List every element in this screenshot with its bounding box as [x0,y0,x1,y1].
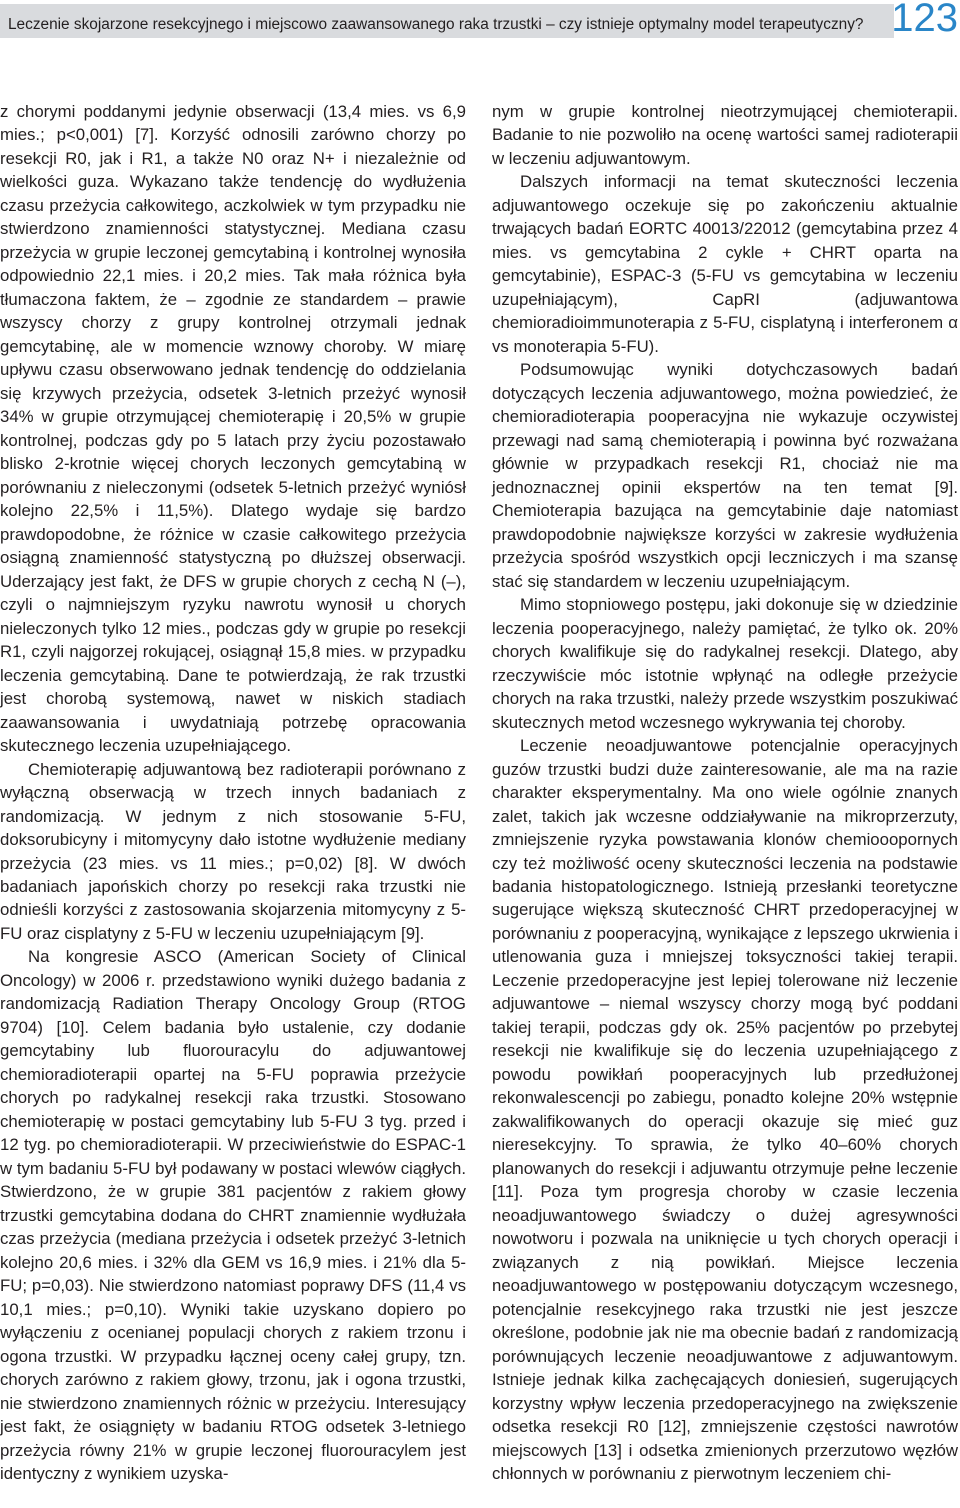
paragraph: Chemioterapię adjuwantową bez radioterapii porównano z wyłączną obserwacją w trzech innych badaniach z randomizacją. W jednym z nich stosowanie 5-FU, doksorubicyny i mitomycyny dało istotne wydłużenie mediany przeżycia (23 mies. vs 11 mies.; p=0,02) [8]. W dwóch badaniach japońskich chorzy po resekcji raka trzustki nie odnieśli korzyści z zastosowania skojarzenia mitomycyny z 5-FU oraz cisplatyny z 5-FU w leczeniu uzupełniającym [9]. [0,759,466,943]
running-header [0,0,960,40]
paragraph: Dalszych informacji na temat skuteczności leczenia adjuwantowego oczekuje się po zakończeniu aktualnie trwających badań EORTC 40013/22012 (gemcytabina przez 4 mies. vs gemcytabina 2 cykle + CHRT oparta na gemcytabinie), ESPAC-3 (5-FU vs gemcytabina w leczeniu uzupełniającym), CapRI (adjuwantowa chemioradioimmunoterapia z 5-FU, cisplatyną i interferonem α vs monoterapia 5-FU). [492,172,958,356]
paragraph: Leczenie neoadjuwantowe potencjalnie operacyjnych guzów trzustki budzi duże zainteresowanie, ale ma na razie charakter eksperymentalny. Ma ono wiele ogólnie znanych zalet, takich jak wczesne oddziaływanie na mikroprzerzuty, zmniejszenie ryzyka powstawania klonów chemiooopornych czy też możliwość oceny skuteczności leczenia na podstawie badania histopatologicznego. Istnieją przesłanki teoretyczne sugerujące większą skuteczność CHRT przedoperacyjnej w porównaniu z pooperacyjną, wynikające z lepszego ukrwienia i utlenowania guza i mniejszej toksyczności takiej terapii. Leczenie przedoperacyjne jest lepiej tolerowane niż leczenie adjuwantowe – niemal wszyscy chorzy mogą być poddani takiej terapii, podczas gdy ok. 25% pacjentów po przebytej resekcji nie kwalifikuje się do leczenia uzupełniającego z powodu powikłań pooperacyjnych lub przedłużonej rekonwalescencji po zabiegu, ponadto kolejne 20% wstępnie zakwalifikowanych do operacji okazuje się mieć guz nieresekcyjny. To sprawia, że tylko 40–60% chorych planowanych do resekcji i adjuwantu otrzymuje pełne leczenie [11]. Poza tym progresja choroby w czasie leczenia neoadjuwantowego świadczy o dużej agresywności nowotworu i pozwala na uniknięcie u tych chorych operacji i związanych z nią powikłań. Miejsce leczenia neoadjuwantowego w postępowaniu dotyczącym wczesnego, potencjalnie resekcyjnego raka trzustki nie jest jeszcze określone, podobnie jak nie ma obecnie badań z randomizacją porównujących leczenie neoadjuwantowe z adjuwantowym. Istnieje jednak kilka zachęcających doniesień, sugerujących korzystny wpływ leczenia przedoperacyjnego na zwiększenie odsetka resekcji R0 [12], zmniejszenie częstości nawrotów miejscowych [13] i odsetka zmienionych przerzutowo węzłów chłonnych w porównaniu z pierwotnym leczeniem chi- [492,736,958,1484]
paragraph: nym w grupie kontrolnej nieotrzymującej chemioterapii. Badanie to nie pozwoliło na ocenę wartości samej radioterapii w leczeniu adjuwantowym. [492,102,958,168]
header-bar [0,4,894,38]
paragraph: z chorymi poddanymi jedynie obserwacji (13,4 mies. vs 6,9 mies.; p<0,001) [7]. Korzyść odnosili zarówno chorzy po resekcji R0, jak i R1, a także N0 oraz N+ i niezależnie od wielkości guza. Wykazano także tendencję do wydłużenia czasu przeżycia całkowitego, aczkolwiek w tym przypadku nie stwierdzono znamienności statystycznej. Mediana czasu przeżycia w grupie leczonej gemcytabiną i kontrolnej wynosiła odpowiednio 22,1 mies. i 20,2 mies. Tak mała różnica była tłumaczona faktem, że – zgodnie ze standardem – prawie wszyscy chorzy z grupy kontrolnej otrzymali jednak gemcytabinę, ale w momencie wznowy choroby. W miarę upływu czasu obserwowano jednak tendencję do oddzielania się krzywych przeżycia, odsetek 3-letnich przeżyć wynosił 34% w grupie otrzymującej chemioterapię i 20,5% w grupie kontrolnej, podczas gdy po 5 latach przy życiu pozostawało blisko 2-krotnie więcej chorych leczonych gemcytabiną w porównaniu z nieleczonymi (odsetek 5-letnich przeżyć wyniósł kolejno 22,5% i 11,5%). Dlatego wydaje się bardzo prawdopodobne, że różnice w czasie całkowitego przeżycia osiągną znamienność statystyczną po dłuższej obserwacji. Uderzający jest fakt, że DFS w grupie chorych z cechą N (–), czyli o najmniejszym ryzyku nawrotu wynosił u chorych nieleczonych tylko 12 mies., podczas gdy w grupie po resekcji R1, czyli najgorzej rokującej, osiągnął 15,8 mies. w przypadku leczenia gemcytabiną. Dane te potwierdzają, że rak trzustki jest chorobą systemową, nawet w niskich stadiach zaawansowania i uwydatniają potrzebę opracowania skutecznego leczenia uzupełniającego. [0,102,466,756]
running-title: Leczenie skojarzone resekcyjnego i miejscowo zaawansowanego raka trzustki – czy istnieje optymalny model terapeutyczny? [8,16,864,33]
left-column [0,100,466,1486]
paragraph: Podsumowując wyniki dotychczasowych badań dotyczących leczenia adjuwantowego, można powiedzieć, że chemioradioterapia pooperacyjna nie wykazuje oczywistej przewagi nad samą chemioterapią i powinna być rozważana głównie w przypadkach resekcji R1, chociaż nie ma jednoznacznej opinii ekspertów na ten temat [9]. Chemioterapia bazująca na gemcytabinie daje natomiast prawdopodobnie największe korzyści w zakresie wydłużenia przeżycia spośród wszystkich opcji leczniczych i ma szansę stać się standardem w leczeniu uzupełniającym. [492,360,958,591]
paragraph: Na kongresie ASCO (American Society of Clinical Oncology) w 2006 r. przedstawiono wyniki dużego badania z randomizacją Radiation Therapy Oncology Group (RTOG 9704) [10]. Celem badania było ustalenie, czy dodanie gemcytabiny lub fluorouracylu do adjuwantowej chemioradioterapii opartej na 5-FU poprawia przeżycie chorych po radykalnej resekcji raka trzustki. Stosowano chemioterapię w postaci gemcytabiny lub 5-FU 3 tyg. przed i 12 tyg. po chemioradioterapii. W przeciwieństwie do ESPAC-1 w tym badaniu 5-FU był podawany w postaci wlewów ciągłych. Stwierdzono, że w grupie 381 pacjentów z rakiem głowy trzustki gemcytabina dodana do CHRT znamiennie wydłużała czas przeżycia (mediana przeżycia i odsetek przeżyć 3-letnich kolejno 20,6 mies. i 32% dla GEM vs 16,9 mies. i 21% dla 5-FU; p=0,03). Nie stwierdzono natomiast poprawy DFS (11,4 vs 10,1 mies.; p=0,10). Wyniki takie uzyskano dopiero po wyłączeniu z ocenianej populacji chorych z rakiem trzonu i ogona trzustki. W przypadku łącznej oceny całej grupy, tzn. chorych zarówno z rakiem głowy, trzonu, jak i ogona trzustki, nie stwierdzono znamiennych różnic w przeżyciu. Interesujący jest fakt, że osiągnięty w badaniu RTOG odsetek 3-letniego przeżycia równy 21% w grupie leczonej fluorouracylem jest identyczny z wynikiem uzyska- [0,947,466,1484]
page-number: 123 [891,0,958,40]
right-column [492,100,958,1486]
paragraph: Mimo stopniowego postępu, jaki dokonuje się w dziedzinie leczenia pooperacyjnego, należy pamiętać, że tylko ok. 20% chorych kwalifikuje się do radykalnej resekcji. Dlatego, aby rzeczywiście móc istotnie wpłynąć na odległe przeżycie chorych na raka trzustki, należy przede wszystkim poszukiwać skutecznych metod wczesnego wykrywania tej choroby. [492,595,958,732]
